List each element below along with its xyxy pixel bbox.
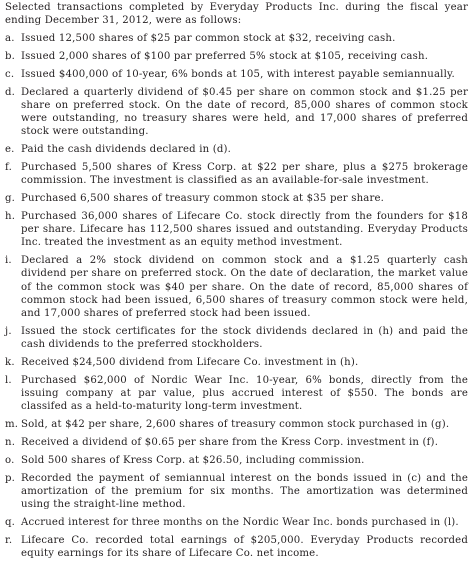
item-letter: g.	[5, 193, 16, 205]
intro-paragraph: Selected transactions completed by Everyday Products Inc. during the fiscal year ending December 31, 2012, were as follows:	[5, 2, 468, 27]
list-item-j	[5, 325, 468, 351]
item-letter: a.	[5, 32, 15, 44]
list-item-r	[5, 534, 468, 560]
item-text: Received a dividend of $0.65 per share from the Kress Corp. investment in (f).	[21, 437, 439, 449]
item-letter: k.	[5, 357, 15, 369]
list-item-g	[5, 192, 468, 205]
list-item-q	[5, 516, 468, 529]
item-text: Paid the cash dividends declared in (d).	[21, 144, 232, 156]
item-letter: m.	[5, 419, 19, 431]
item-text: Issued $400,000 of 10-year, 6% bonds at 105, with interest payable semiannually.	[21, 68, 455, 80]
item-letter: c.	[5, 68, 15, 80]
item-letter: i.	[5, 255, 12, 267]
item-letter: o.	[5, 455, 15, 467]
item-text: Purchased 6,500 shares of treasury common stock at $35 per share.	[21, 193, 385, 205]
item-letter: h.	[5, 210, 16, 222]
item-text: Sold, at $42 per share, 2,600 shares of treasury common stock purchased in (g).	[21, 419, 450, 431]
item-text: Issued 2,000 shares of $100 par preferred 5% stock at $105, receiving cash.	[21, 50, 429, 62]
item-letter: b.	[5, 50, 16, 62]
item-text: Issued the stock certificates for the stock dividends declared in (h) and paid the cash dividends to the preferred stockholders.	[21, 325, 468, 351]
list-item-a	[5, 32, 468, 45]
list-item-m	[5, 418, 468, 431]
item-text: Sold 500 shares of Kress Corp. at $26.50, including commission.	[21, 455, 365, 467]
list-item-o	[5, 454, 468, 467]
list-item-b	[5, 50, 468, 63]
item-letter: d.	[5, 86, 16, 98]
list-item-e	[5, 143, 468, 156]
item-text: Purchased $62,000 of Nordic Wear Inc. 10-year, 6% bonds, directly from the issuing company at par value, plus accrued interest of $550. The bonds are classifed as a held-to-maturity long-term investment.	[21, 374, 468, 413]
item-letter: q.	[5, 517, 16, 529]
item-text: Accrued interest for three months on the Nordic Wear Inc. bonds purchased in (l).	[21, 517, 459, 529]
item-letter: f.	[5, 161, 12, 173]
item-text: Lifecare Co. recorded total earnings of $205,000. Everyday Products recorded equity earnings for its share of Lifecare Co. net income.	[21, 535, 468, 560]
item-letter: j.	[5, 325, 12, 337]
list-item-i	[5, 254, 468, 320]
item-text: Declared a quarterly dividend of $0.45 per share on common stock and $1.25 per share on preferred stock. On the date of record, 85,000 shares of common stock were outstanding, no treasury shares were held, and 17,000 shares of preferred stock were outstanding.	[21, 86, 468, 138]
item-letter: l.	[5, 374, 12, 386]
list-item-k	[5, 356, 468, 369]
list-item-p	[5, 472, 468, 512]
item-text: Declared a 2% stock dividend on common stock and a $1.25 quarterly cash dividend per share on preferred stock. On the date of declaration, the market value of the common stock was $40 per share. On the date of record, 85,000 shares of common stock had been issued, 6,500 shares of treasury common stock were held, and 17,000 shares of preferred stock had been issued.	[21, 255, 468, 320]
list-item-f	[5, 161, 468, 187]
item-text: Purchased 5,500 shares of Kress Corp. at $22 per share, plus a $275 brokerage commission. The investment is classified as an available-for-sale investment.	[21, 161, 468, 187]
list-item-n	[5, 436, 468, 449]
item-letter: p.	[5, 472, 16, 484]
list-item-l	[5, 374, 468, 414]
list-item-d	[5, 86, 468, 139]
list-item-c	[5, 68, 468, 81]
item-text: Received $24,500 dividend from Lifecare Co. investment in (h).	[21, 357, 359, 369]
item-text: Recorded the payment of semiannual interest on the bonds issued in (c) and the amortization of the premium for six months. The amortization was determined using the straight-line method.	[21, 472, 468, 511]
item-letter: e.	[5, 144, 15, 156]
item-letter: r.	[5, 535, 13, 547]
item-letter: n.	[5, 437, 16, 449]
item-text: Purchased 36,000 shares of Lifecare Co. stock directly from the founders for $18 per share. Lifecare has 112,500 shares issued and outstanding. Everyday Products Inc. treated the investment as an equity method investment.	[21, 210, 468, 249]
list-item-h	[5, 210, 468, 250]
item-text: Issued 12,500 shares of $25 par common stock at $32, receiving cash.	[21, 32, 396, 44]
